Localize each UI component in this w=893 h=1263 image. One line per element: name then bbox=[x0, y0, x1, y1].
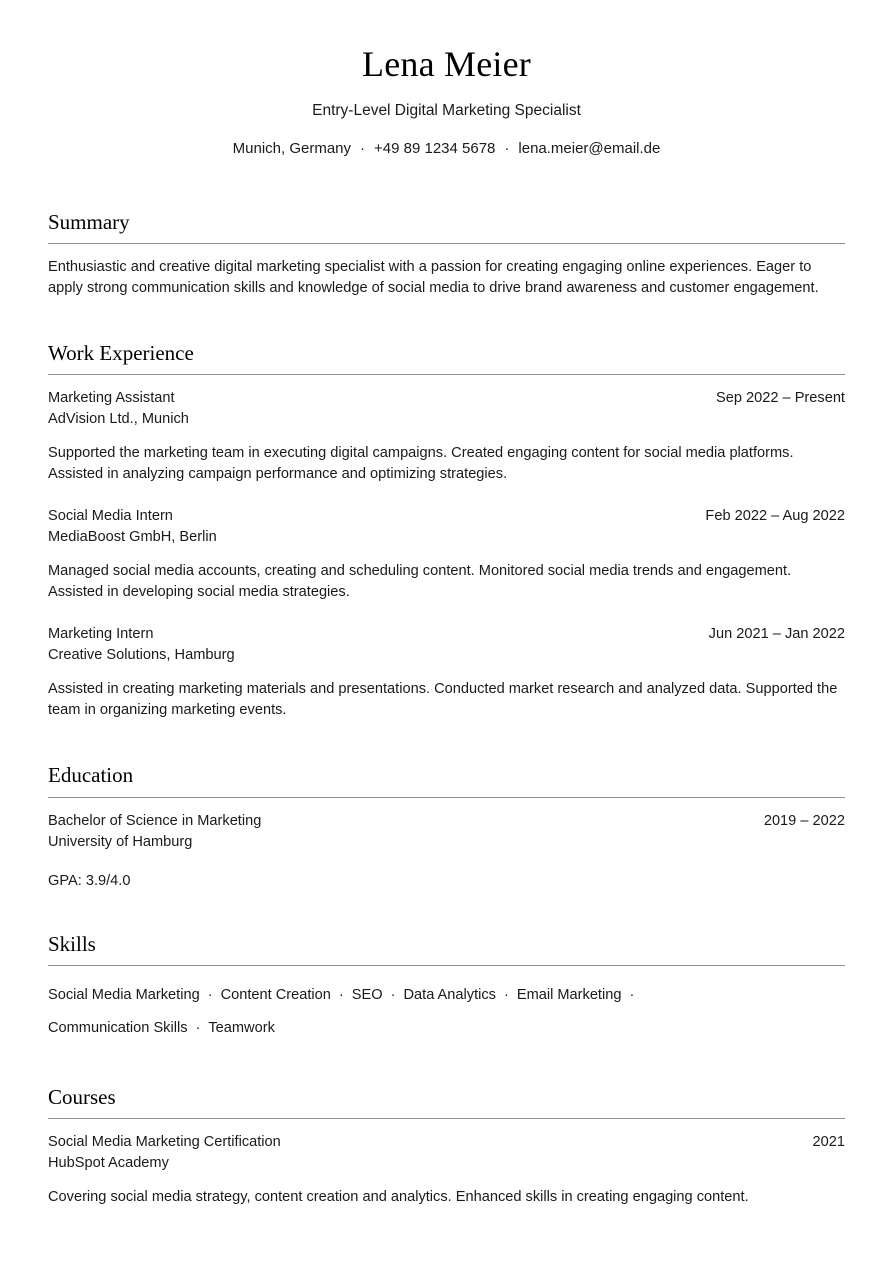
work-entry bbox=[48, 506, 845, 603]
section-education bbox=[48, 763, 845, 891]
section-skills bbox=[48, 932, 845, 1045]
skills-list bbox=[48, 966, 845, 1045]
work-entry-header bbox=[48, 388, 845, 409]
contact-email[interactable]: lena.meier@email.de bbox=[518, 139, 661, 157]
contact-line bbox=[48, 139, 845, 159]
resume-header bbox=[48, 0, 845, 158]
course-entry-provider: HubSpot Academy bbox=[48, 1154, 169, 1171]
work-entry bbox=[48, 624, 845, 721]
section-title-skills: Skills bbox=[48, 931, 96, 956]
contact-phone[interactable]: +49 89 1234 5678 bbox=[374, 139, 496, 157]
section-summary bbox=[48, 210, 845, 299]
course-entry-name: Social Media Marketing Certification bbox=[48, 1133, 281, 1150]
skill-separator-icon: · bbox=[629, 986, 635, 1003]
education-entry-header bbox=[48, 811, 845, 832]
work-entry-date: Jun 2021 – Jan 2022 bbox=[708, 626, 845, 643]
section-title-courses: Courses bbox=[48, 1084, 116, 1109]
work-entry-organization: Creative Solutions, Hamburg bbox=[48, 647, 235, 664]
work-entry-position: Marketing Intern bbox=[48, 626, 154, 643]
course-entry-header bbox=[48, 1132, 845, 1153]
course-entry bbox=[48, 1132, 845, 1208]
course-entry-date: 2021 bbox=[812, 1133, 845, 1150]
contact-location: Munich, Germany bbox=[232, 139, 352, 157]
skill-item: Data Analytics bbox=[403, 986, 496, 1003]
work-entry-description: Supported the marketing team in executing digital campaigns. Created engaging content for social media platforms. Assisted in analyzing campaign performance and optimizing strategies. bbox=[48, 445, 794, 483]
work-entry-date: Feb 2022 – Aug 2022 bbox=[705, 508, 845, 525]
section-work-experience bbox=[48, 341, 845, 721]
skill-separator-icon: · bbox=[503, 986, 509, 1003]
work-entry-organization: MediaBoost GmbH, Berlin bbox=[48, 529, 217, 546]
work-entry bbox=[48, 388, 845, 485]
skill-separator-icon: · bbox=[207, 986, 213, 1003]
contact-separator-icon: · bbox=[360, 139, 366, 157]
section-title-work-experience: Work Experience bbox=[48, 341, 194, 366]
work-entry-header bbox=[48, 506, 845, 527]
contact-separator-icon: · bbox=[504, 139, 510, 157]
work-entry-position: Marketing Assistant bbox=[48, 390, 175, 407]
section-title-summary: Summary bbox=[48, 210, 130, 235]
summary-body bbox=[48, 244, 845, 299]
education-entry-gpa: GPA: 3.9/4.0 bbox=[48, 872, 131, 889]
work-entry-description: Managed social media accounts, creating and scheduling content. Monitored social media trends and engagement. Assisted in developing social media strategies. bbox=[48, 563, 792, 601]
candidate-headline: Entry-Level Digital Marketing Specialist bbox=[312, 102, 581, 120]
education-entry-date: 2019 – 2022 bbox=[763, 812, 845, 829]
work-entry-position: Social Media Intern bbox=[48, 508, 173, 525]
skill-separator-icon: · bbox=[338, 986, 344, 1003]
courses-list bbox=[48, 1119, 845, 1208]
candidate-name: Lena Meier bbox=[362, 44, 531, 84]
summary-text: Enthusiastic and creative digital marketing specialist with a passion for creating engaging online experiences. Eager to apply strong communication skills and knowledge of social media to drive brand awareness and customer engagement. bbox=[48, 259, 819, 297]
skill-separator-icon: · bbox=[390, 986, 396, 1003]
work-entry-organization: AdVision Ltd., Munich bbox=[48, 411, 189, 428]
work-experience-list bbox=[48, 375, 845, 721]
skill-item: SEO bbox=[351, 986, 383, 1003]
skill-item: Content Creation bbox=[220, 986, 331, 1003]
work-entry-description: Assisted in creating marketing materials and presentations. Conducted market research and analyzed data. Supported the team in organizing marketing events. bbox=[48, 681, 838, 719]
skill-separator-icon: · bbox=[195, 1019, 201, 1036]
course-entry-description: Covering social media strategy, content creation and analytics. Enhanced skills in creating engaging content. bbox=[48, 1188, 749, 1205]
education-entry-degree: Bachelor of Science in Marketing bbox=[48, 812, 262, 829]
section-title-education: Education bbox=[48, 763, 134, 788]
skills-line bbox=[48, 1012, 845, 1045]
work-entry-date: Sep 2022 – Present bbox=[715, 390, 845, 407]
work-entry-header bbox=[48, 624, 845, 645]
skill-item: Social Media Marketing bbox=[48, 986, 200, 1003]
skill-item: Email Marketing bbox=[516, 986, 622, 1003]
education-entry bbox=[48, 811, 845, 892]
education-entry-institution: University of Hamburg bbox=[48, 833, 193, 850]
skills-line bbox=[48, 979, 845, 1012]
education-list bbox=[48, 798, 845, 892]
skill-item: Communication Skills bbox=[48, 1019, 188, 1036]
section-courses bbox=[48, 1085, 845, 1208]
skill-item: Teamwork bbox=[208, 1019, 275, 1036]
